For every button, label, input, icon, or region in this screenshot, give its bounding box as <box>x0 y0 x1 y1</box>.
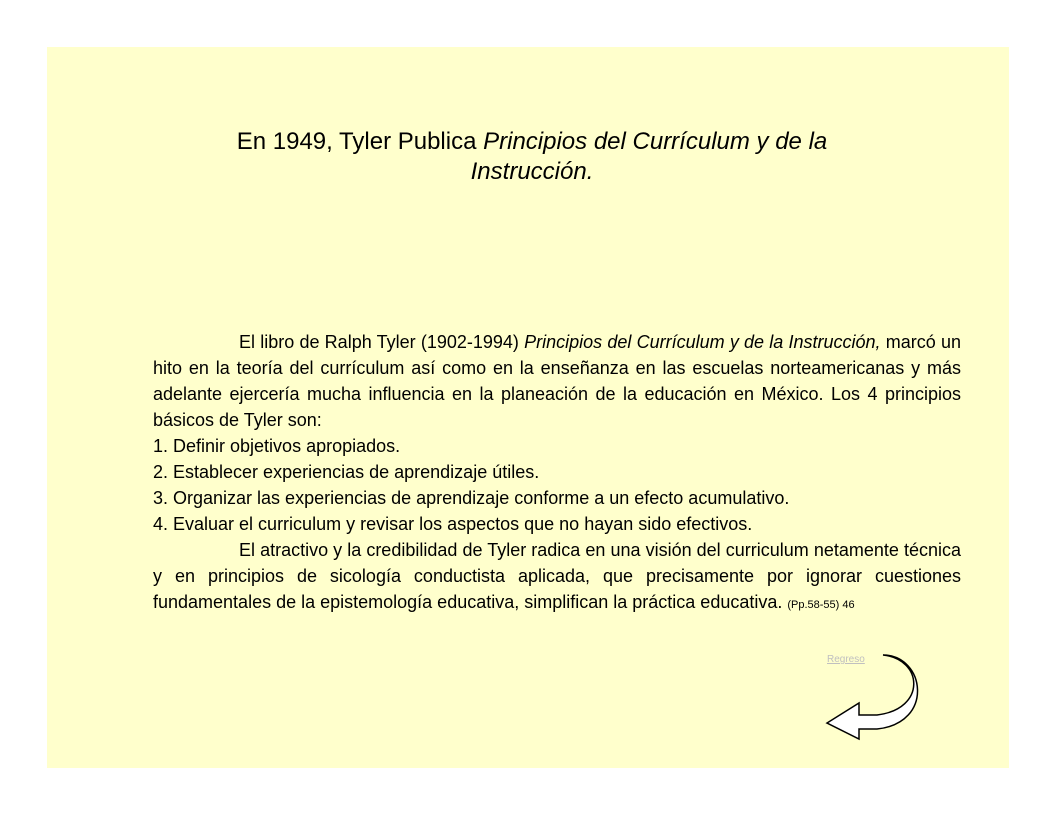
title-book-name: Principios del Currículum y de la Instrucción. <box>470 128 828 185</box>
title-lead: En 1949, Tyler Publica <box>236 128 484 155</box>
slide <box>47 47 1009 768</box>
intro-paragraph <box>153 329 961 433</box>
closing-text: El atractivo y la credibilidad de Tyler radica en una visión del curriculum netamente técnica y en principios de sicología conductista aplicada, que precisamente por ignorar cuestiones fundamentales de la epistemología educativa, simplifican la práctica educativa. <box>153 540 961 612</box>
principle-item-3: 3. Organizar las experiencias de aprendizaje conforme a un efecto acumulativo. <box>153 488 790 508</box>
citation: (Pp.58-55) 46 <box>787 599 855 611</box>
slide-title <box>187 127 877 187</box>
closing-paragraph <box>153 537 961 618</box>
principles-list <box>153 433 961 537</box>
intro-text-a: El libro de Ralph Tyler (1902-1994) <box>239 332 525 352</box>
body-text <box>153 329 961 618</box>
principle-item-2: 2. Establecer experiencias de aprendizaje útiles. <box>153 462 540 482</box>
principle-item-1: 1. Definir objetivos apropiados. <box>153 436 401 456</box>
principle-item-4: 4. Evaluar el curriculum y revisar los aspectos que no hayan sido efectivos. <box>153 514 753 534</box>
return-link[interactable]: Regreso <box>827 654 865 665</box>
intro-book-name: Principios del Currículum y de la Instrucción, <box>524 332 881 352</box>
return-arrow-shape[interactable] <box>827 655 918 739</box>
intro-text-b: marcó un hito en la teoría del currículum así como en la enseñanza en las escuelas norteamericanas y más adelante ejercería mucha influencia en la planeación de la educación en México. Los 4 principios básicos de Tyler son: <box>153 332 961 430</box>
